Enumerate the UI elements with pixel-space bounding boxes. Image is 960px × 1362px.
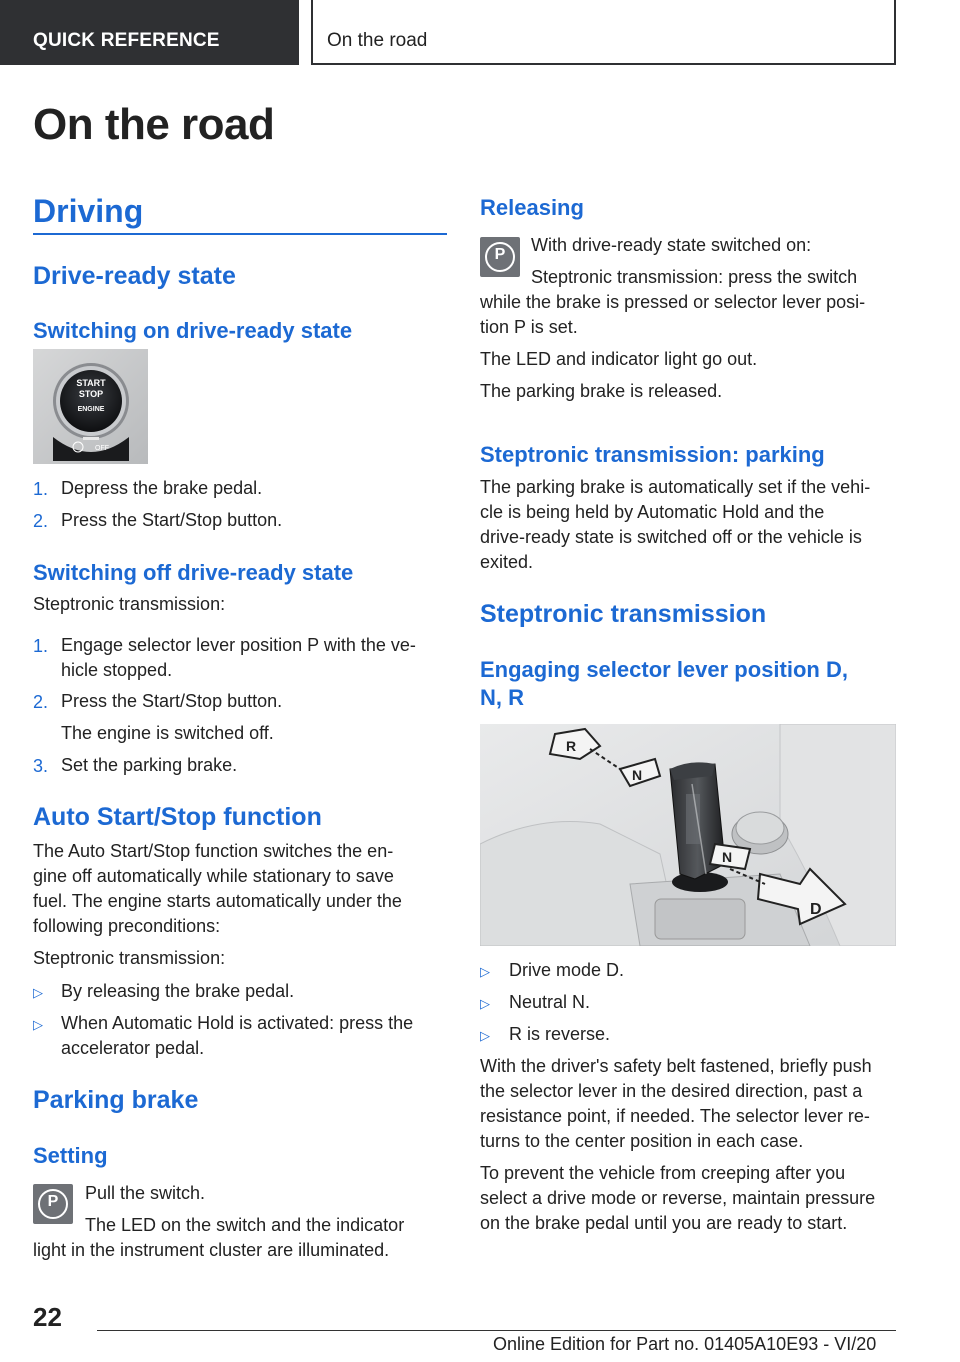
paragraph: gine off automatically while stationary to save xyxy=(33,866,394,886)
header-section-tab xyxy=(0,0,299,65)
step-number: 1. xyxy=(33,479,49,499)
step-number: 1. xyxy=(33,636,49,656)
paragraph: With the driver's safety belt fastened, briefly push xyxy=(480,1056,872,1076)
paragraph: turns to the center position in each case. xyxy=(480,1131,804,1151)
paragraph: To prevent the vehicle from creeping after you xyxy=(480,1163,846,1183)
paragraph: light in the instrument cluster are illuminated. xyxy=(33,1240,390,1260)
start-stop-button-image xyxy=(33,349,148,464)
header-chapter-label: On the road xyxy=(327,30,428,51)
paragraph: The parking brake is automatically set if the vehi‐ xyxy=(480,477,871,497)
bullet-triangle-icon: ▷ xyxy=(480,964,490,979)
parking-brake-icon: P xyxy=(33,1184,73,1224)
step-text: Press the Start/Stop button. xyxy=(61,691,283,711)
footer-edition: Online Edition for Part no. 01405A10E93 - VI/20 xyxy=(493,1334,877,1354)
heading-setting: Setting xyxy=(33,1143,108,1168)
step-number: 2. xyxy=(33,511,49,531)
paragraph: tion P is set. xyxy=(480,317,578,337)
selector-lever-image xyxy=(480,724,896,946)
step-text: Press the Start/Stop button. xyxy=(61,510,283,530)
button-engine-text: ENGINE xyxy=(77,406,105,413)
bullet-triangle-icon: ▷ xyxy=(480,1028,490,1043)
heading-steptronic-parking: Steptronic transmission: parking xyxy=(480,442,825,467)
button-stop-text: STOP xyxy=(78,389,104,399)
heading-driving: Driving xyxy=(33,193,144,229)
paragraph: Steptronic transmission: xyxy=(33,594,226,614)
paragraph: exited. xyxy=(480,552,534,572)
paragraph: fuel. The engine starts automatically under the xyxy=(33,891,402,911)
paragraph: Pull the switch. xyxy=(85,1183,206,1203)
paragraph: drive-ready state is switched off or the vehicle is xyxy=(480,527,862,547)
step-text: hicle stopped. xyxy=(61,660,173,680)
button-start-text: START xyxy=(76,378,106,388)
header-chapter-tab xyxy=(311,0,896,65)
paragraph: cle is being held by Automatic Hold and the xyxy=(480,502,825,522)
paragraph: on the brake pedal until you are ready to start. xyxy=(480,1213,848,1233)
paragraph: Steptronic transmission: press the switch xyxy=(531,267,858,287)
step-text: Set the parking brake. xyxy=(61,755,238,775)
paragraph: resistance point, if needed. The selector lever re‐ xyxy=(480,1106,870,1126)
heading-auto-start-stop: Auto Start/Stop function xyxy=(33,803,322,831)
page-title: On the road xyxy=(33,100,275,149)
heading-rule xyxy=(33,233,447,235)
header-section-label: QUICK REFERENCE xyxy=(33,30,220,51)
paragraph: The LED and indicator light go out. xyxy=(480,349,758,369)
paragraph: the selector lever in the desired direction, past a xyxy=(480,1081,863,1101)
bullet-triangle-icon: ▷ xyxy=(480,996,490,1011)
bullet-text: accelerator pedal. xyxy=(61,1038,205,1058)
paragraph: following preconditions: xyxy=(33,916,221,936)
footer-rule xyxy=(97,1330,896,1331)
bullet-text: When Automatic Hold is activated: press the xyxy=(61,1013,414,1033)
lever-label-d: D xyxy=(810,901,822,918)
paragraph: The LED on the switch and the indicator xyxy=(85,1215,405,1235)
paragraph: Steptronic transmission: xyxy=(33,948,226,968)
paragraph: The parking brake is released. xyxy=(480,381,723,401)
page-number: 22 xyxy=(33,1302,62,1332)
parking-brake-icon: P xyxy=(480,237,520,277)
heading-drive-ready-state: Drive-ready state xyxy=(33,262,236,290)
step-text: The engine is switched off. xyxy=(61,723,274,743)
paragraph: With drive-ready state switched on: xyxy=(531,235,812,255)
heading-engaging-line1: Engaging selector lever position D, xyxy=(480,657,848,682)
step-text: Depress the brake pedal. xyxy=(61,478,263,498)
heading-parking-brake: Parking brake xyxy=(33,1086,199,1114)
lever-label-r: R xyxy=(566,738,577,754)
heading-switching-on: Switching on drive-ready state xyxy=(33,318,353,343)
step-text: Engage selector lever position P with the ve‐ xyxy=(61,635,416,655)
heading-releasing: Releasing xyxy=(480,195,584,220)
bullet-triangle-icon: ▷ xyxy=(33,985,43,1000)
bullet-text: By releasing the brake pedal. xyxy=(61,981,295,1001)
bullet-text: Neutral N. xyxy=(509,992,591,1012)
bullet-triangle-icon: ▷ xyxy=(33,1017,43,1032)
heading-steptronic-transmission: Steptronic transmission xyxy=(480,600,767,628)
heading-engaging-line2: N, R xyxy=(480,685,524,710)
bullet-text: R is reverse. xyxy=(509,1024,611,1044)
button-off-text: OFF xyxy=(95,445,109,452)
paragraph: The Auto Start/Stop function switches the en‐ xyxy=(33,841,394,861)
bullet-text: Drive mode D. xyxy=(509,960,625,980)
step-number: 3. xyxy=(33,756,49,776)
paragraph: while the brake is pressed or selector lever posi‐ xyxy=(480,292,866,312)
paragraph: select a drive mode or reverse, maintain pressure xyxy=(480,1188,876,1208)
lever-label-n-lower: N xyxy=(722,849,733,865)
lever-label-n-upper: N xyxy=(632,767,643,783)
heading-switching-off: Switching off drive-ready state xyxy=(33,560,354,585)
step-number: 2. xyxy=(33,692,49,712)
